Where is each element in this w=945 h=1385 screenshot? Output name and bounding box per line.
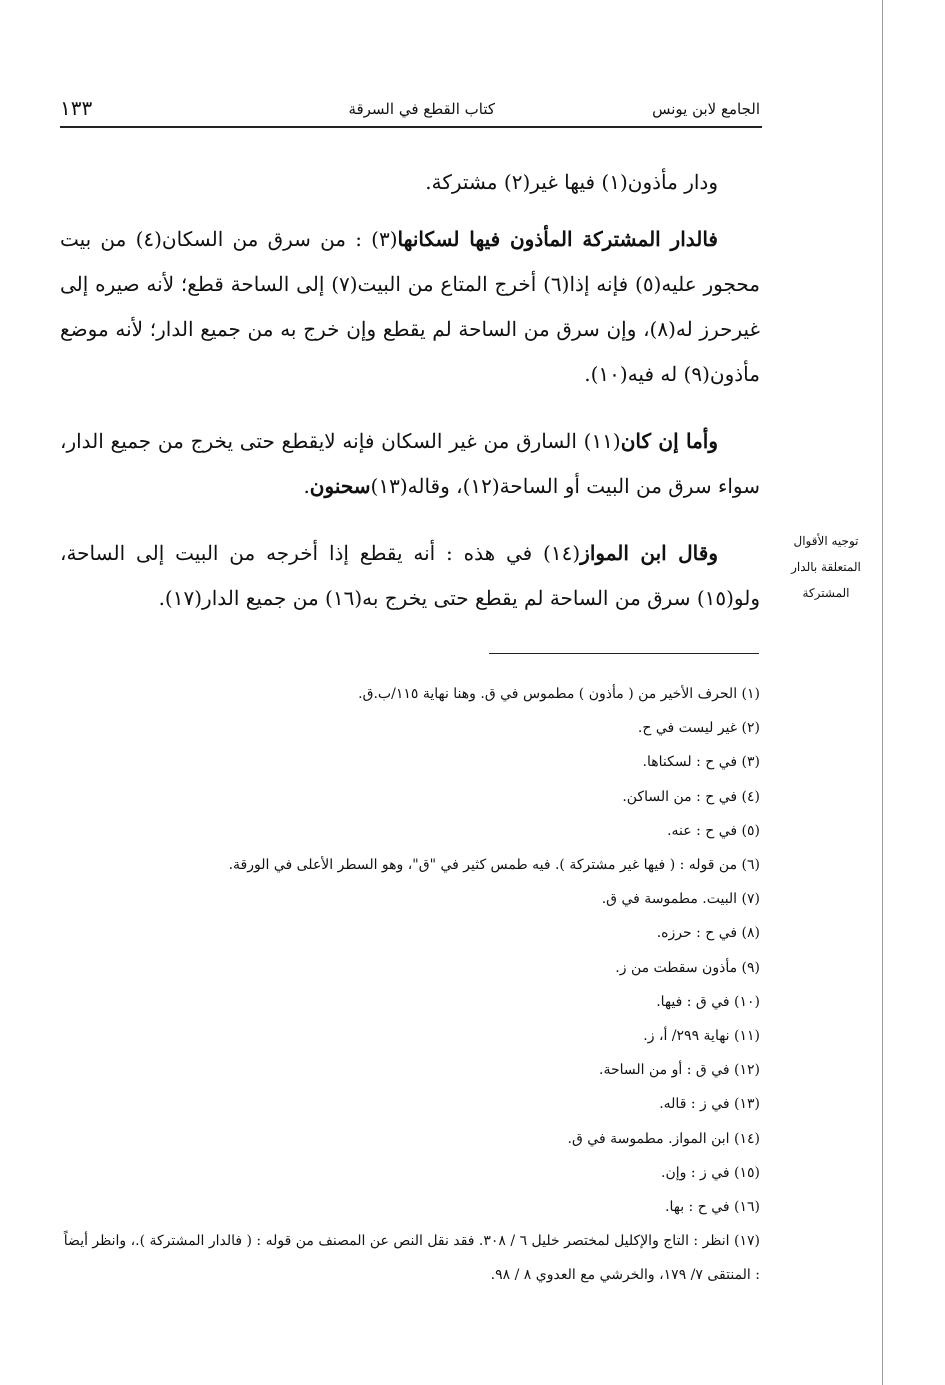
text-segment: فيها غير (530, 170, 602, 194)
footnote: (١٣) في ز : قاله. (659, 1096, 760, 1113)
main-text (60, 160, 760, 633)
paragraph (60, 217, 760, 397)
text-segment: . (303, 474, 310, 498)
footnote: (١٦) في ح : بها. (665, 1199, 760, 1216)
text-segment: (١) (601, 170, 628, 194)
paragraph (60, 419, 760, 509)
text-segment: (١٤) في هذه : أنه يقطع إذا أخرجه من البيت إلى الساحة، ولو(١٥) سرق من الساحة لم يقطع حتى يخرج به(١٦) من جميع الدار(١٧). (60, 541, 760, 610)
footnotes (60, 677, 760, 1293)
text-segment: (١١) السارق من غير السكان فإنه لايقطع حتى يخرج من جميع الدار، سواء سرق من البيت أو الساحة(١٢)، وقاله(١٣) (60, 429, 760, 498)
footnote: (٥) في ح : عنه. (667, 822, 760, 839)
page-number: ١٣٣ (60, 96, 93, 120)
book-title: الجامع لابن يونس (652, 100, 760, 118)
text-segment: مشتركة. (425, 170, 504, 194)
footnote: (٦) من قوله : ( فيها غير مشتركة ). فيه طمس كثير في "ق"، وهو السطر الأعلى في الورقة. (228, 857, 760, 874)
margin-note: توجيه الأقوال المتعلقة بالدار المشتركة (791, 534, 861, 600)
footnote: (١٠) في ق : فيها. (656, 993, 760, 1010)
footnote: (٩) مأذون سقطت من ز. (615, 959, 760, 976)
page-edge-line (882, 0, 883, 1385)
footnote: (١٢) في ق : أو من الساحة. (599, 1062, 760, 1079)
footnote: (١١) نهاية ٢٩٩/ أ، ز. (643, 1028, 760, 1045)
paragraph (60, 160, 760, 205)
bold-lead: وأما إن كان (620, 429, 718, 453)
footnote: (٧) البيت. مطموسة في ق. (601, 891, 760, 908)
footnote-divider (489, 653, 759, 654)
footnote: (٣) في ح : لسكناها. (642, 754, 760, 771)
text-segment: ودار مأذون (627, 170, 718, 194)
bold-lead: وقال ابن المواز (580, 541, 718, 565)
bold-name: سحنون (309, 474, 371, 498)
text-segment: (٢) (503, 170, 531, 194)
footnote: (٤) في ح : من الساكن. (622, 788, 760, 805)
text-segment: (٣) : من سرق من السكان(٤) من بيت محجور عليه(٥) فإنه إذا(٦) أخرج المتاع من البيت(٧) إلى الساحة قطع؛ لأنه صيره إلى غيرحرز له(٨)، وإن سرق من الساحة لم يقطع وإن خرج به من جميع الدار؛ لأنه موضع مأذون(٩) له فيه(١٠). (60, 227, 760, 386)
footnote: (١٤) ابن المواز. مطموسة في ق. (567, 1130, 760, 1147)
paragraph (60, 531, 760, 621)
header-divider (60, 126, 762, 128)
running-header (60, 96, 760, 124)
bold-lead: فالدار المشتركة المأذون فيها لسكانها (397, 227, 718, 251)
footnote: (٨) في ح : حرزه. (656, 925, 760, 942)
chapter-title: كتاب القطع في السرقة (348, 100, 495, 118)
footnote: (١٥) في ز : وإن. (661, 1164, 760, 1181)
footnote: (١) الحرف الأخير من ( مأذون ) مطموس في ق. وهنا نهاية ١١٥/ب.ق. (358, 686, 760, 702)
footnote: (١٧) انظر : التاج والإكليل لمختصر خليل ٦ / ٣٠٨. فقد نقل النص عن المصنف من قوله : ( فالدار المشتركة ).، وانظر أيضاً : المنتقى ٧/ ١٧٩، والخرشي مع العدوي ٨ / ٩٨. (63, 1233, 760, 1284)
footnote: (٢) غير ليست في ح. (637, 720, 760, 737)
